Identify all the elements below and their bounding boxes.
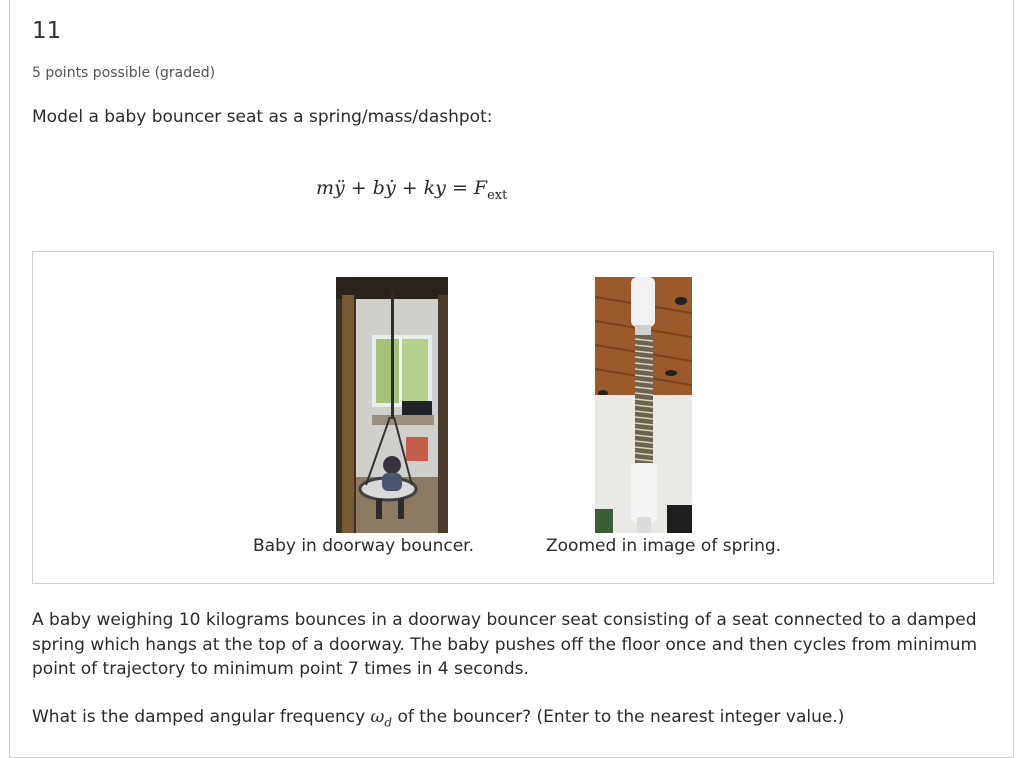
eq-m: m [316,177,335,199]
equation [316,177,507,203]
eq-F: F [473,177,488,199]
omega-symbol: ω [370,707,385,727]
omega-subscript: d [384,715,393,730]
problem-number: 11 [32,18,62,44]
baby-bouncer-photo [336,277,448,533]
question-text [32,707,844,729]
caption-bouncer: Baby in doorway bouncer. [253,536,474,556]
intro-text: Model a baby bouncer seat as a spring/mass/dashpot: [32,107,493,127]
eq-plus-2: + [395,177,424,199]
eq-yddot: ÿ [334,177,345,199]
problem-container [9,0,1014,758]
eq-plus-1: + [344,177,373,199]
eq-ky: ky [423,177,446,199]
eq-F-sub: ext [487,187,508,203]
eq-b: b [372,177,385,199]
problem-description: A baby weighing 10 kilograms bounces in a doorway bouncer seat consisting of a seat connected to a damped spring which hangs at the top of a doorway. The baby pushes off the floor once and then cycles from minimum point of trajectory to minimum point 7 times in 4 seconds. [32,610,978,679]
question-after: of the bouncer? (Enter to the nearest integer value.) [392,707,845,727]
figure-box [32,251,994,584]
eq-ydot: ẏ [384,177,396,199]
points-possible: 5 points possible (graded) [32,65,216,81]
eq-equals: = [445,177,474,199]
caption-spring: Zoomed in image of spring. [546,536,782,556]
spring-photo [595,277,692,533]
question-before: What is the damped angular frequency [32,707,371,727]
